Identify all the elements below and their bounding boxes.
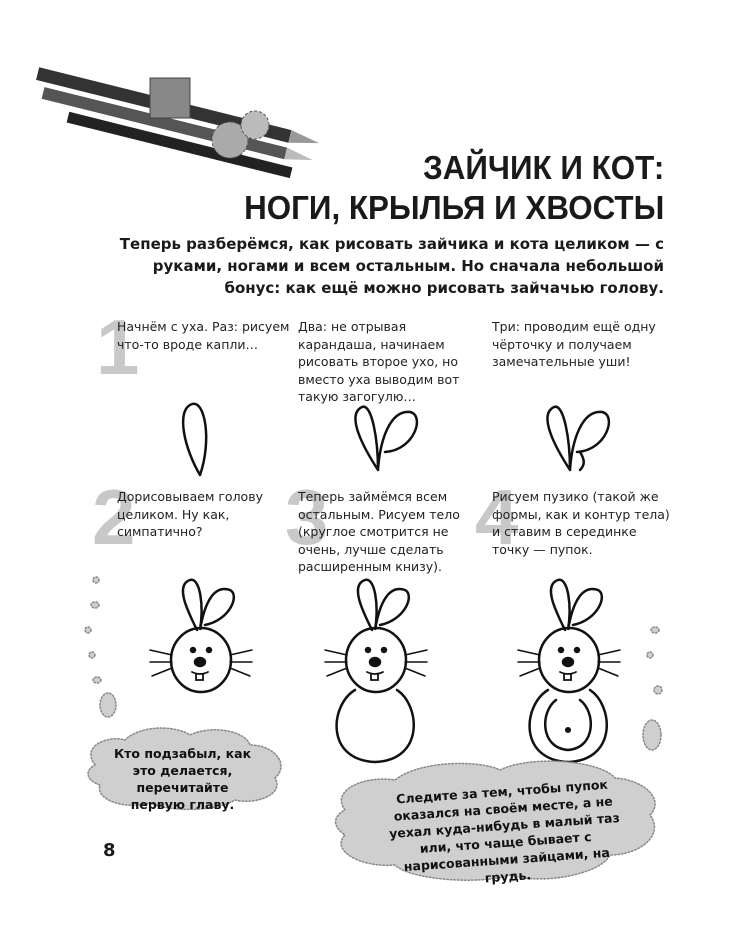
step-text: Рисуем пузико (такой же формы, как и контур тела) и ставим в серединке точку — пупок. — [492, 489, 670, 557]
step-number: 4 — [475, 473, 519, 561]
step-text: Начнём с уха. Раз: рисуем что-то вроде капли… — [117, 319, 290, 352]
ear-drop-drawing — [183, 404, 206, 475]
intro-text: Теперь разберёмся, как рисовать зайчика и кота целиком — с руками, ногами и всем остальным. Но сначала небольшой бонус: как ещё можно рисовать зайчачью голову. — [119, 235, 664, 297]
step-text: Теперь займёмся всем остальным. Рисуем тело (круглое смотрится не очень, лучше сделать расширенным книзу). — [298, 489, 460, 574]
ear-loop-drawing — [355, 407, 416, 470]
title-line-1: ЗАЙЧИК И КОТ: — [422, 149, 664, 186]
step-text: Дорисовываем голову целиком. Ну как, симпатично? — [117, 489, 263, 539]
cloud-right-text: Следите за тем, чтобы пупок оказался на своём месте, а не уехал куда-нибудь в малый таз или, что чаще бывает с нарисованными зайцами, на грудь. — [388, 776, 621, 886]
bunny-with-belly-drawing — [518, 580, 620, 762]
page-number: 8 — [103, 840, 116, 861]
step-text: Два: не отрывая карандаша, начинаем рисовать второе ухо, но вместо уха выводим вот такую загогулю… — [298, 319, 460, 404]
bunny-with-body-drawing — [325, 580, 427, 762]
title-line-2: НОГИ, КРЫЛЬЯ И ХВОСТЫ — [243, 189, 664, 226]
bunny-head-drawing — [150, 580, 252, 692]
ears-drawing — [547, 407, 608, 470]
step-number: 3 — [285, 473, 329, 561]
step-number: 2 — [92, 473, 136, 561]
step-number: 1 — [96, 303, 140, 391]
step-text: Три: проводим ещё одну чёрточку и получаем замечательные уши! — [492, 319, 656, 369]
cloud-left-text: Кто подзабыл, как это делается, перечитайте первую главу. — [113, 746, 252, 812]
